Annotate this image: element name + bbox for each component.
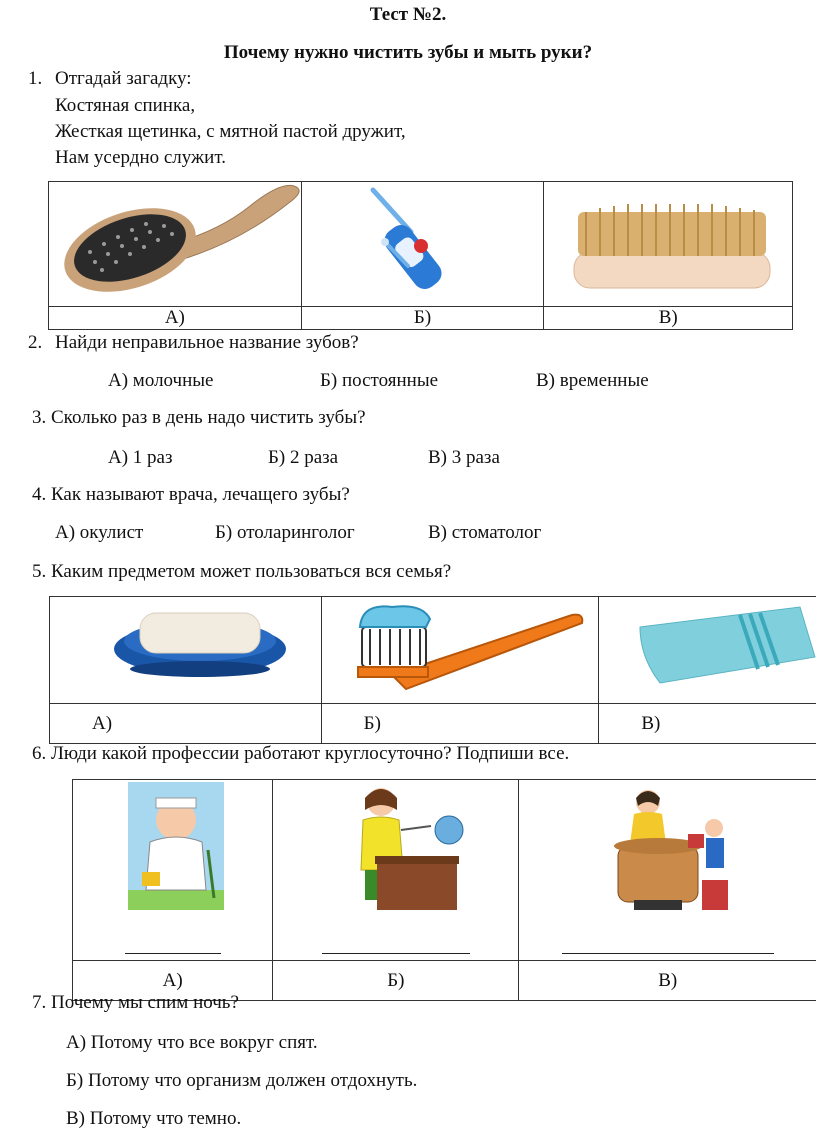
q4-option-c[interactable]: В) стоматолог (428, 522, 542, 543)
q6-options-table (72, 779, 816, 1001)
q6-text: 6. Люди какой профессии работают круглосуточно? Подпиши все. (32, 743, 570, 764)
q1-number: 1. (28, 68, 43, 89)
q3-option-c[interactable]: В) 3 раза (428, 447, 500, 468)
q7-option-c[interactable]: В) Потому что темно. (66, 1108, 242, 1129)
electric-toothbrush-icon (303, 182, 543, 300)
q1-option-b-label: Б) (301, 307, 544, 330)
q7-option-b[interactable]: Б) Потому что организм должен отдохнуть. (66, 1070, 418, 1091)
q4-text: 4. Как называют врача, лечащего зубы? (32, 484, 350, 505)
q4-option-b[interactable]: Б) отоларинголог (215, 522, 355, 543)
q7-option-a[interactable]: А) Потому что все вокруг спят. (66, 1032, 318, 1053)
q2-text: Найди неправильное название зубов? (55, 332, 359, 353)
q6-option-c-label: В) (519, 961, 816, 1001)
q2-option-c[interactable]: В) временные (536, 370, 649, 391)
q1-options-table (48, 181, 793, 330)
q1-option-a-label: А) (49, 307, 302, 330)
q1-riddle-line-3: Нам усердно служит. (55, 147, 226, 168)
q3-option-a[interactable]: А) 1 раз (108, 447, 173, 468)
soap-dish-icon (50, 597, 320, 697)
towel-icon (600, 597, 816, 697)
q6-option-b-image[interactable] (273, 780, 519, 961)
q6-option-a-signature-line[interactable] (125, 951, 221, 954)
q4-option-a[interactable]: А) окулист (55, 522, 144, 543)
hairbrush-icon (50, 182, 300, 300)
q1-text: Отгадай загадку: (55, 68, 192, 89)
q7-text: 7. Почему мы спим ночь? (32, 992, 239, 1013)
q5-option-c-label: В) (599, 704, 816, 744)
q3-text: 3. Сколько раз в день надо чистить зубы? (32, 407, 366, 428)
q6-option-c-image[interactable] (519, 780, 816, 961)
q1-riddle-line-1: Костяная спинка, (55, 95, 196, 116)
q3-option-b[interactable]: Б) 2 раза (268, 447, 339, 468)
test-subtitle: Почему нужно чистить зубы и мыть руки? (223, 42, 593, 63)
q1-option-a-image[interactable] (49, 182, 302, 307)
q5-option-a-image[interactable] (50, 597, 322, 704)
librarian-icon (538, 780, 798, 940)
q6-option-a-label: А) (73, 961, 273, 1001)
q1-option-b-image[interactable] (301, 182, 544, 307)
teacher-icon (281, 780, 511, 940)
q1-option-c-label: В) (544, 307, 793, 330)
q5-options-table (49, 596, 816, 744)
q2-option-a[interactable]: А) молочные (108, 370, 214, 391)
q5-text: 5. Каким предметом может пользоваться вся семья? (32, 561, 452, 582)
toothbrush-paste-icon (322, 597, 598, 697)
scrub-brush-icon (548, 182, 788, 300)
q1-riddle-line-2: Жесткая щетинка, с мятной пастой дружит, (55, 121, 406, 142)
q6-option-c-signature-line[interactable] (562, 951, 774, 954)
q5-option-a-label: А) (50, 704, 322, 744)
q5-option-b-image[interactable] (321, 597, 599, 704)
q5-option-b-label: Б) (321, 704, 599, 744)
q6-option-b-signature-line[interactable] (322, 951, 470, 954)
q6-option-a-image[interactable] (73, 780, 273, 961)
q2-option-b[interactable]: Б) постоянные (320, 370, 439, 391)
q6-option-b-label: Б) (273, 961, 519, 1001)
doctor-icon (78, 780, 268, 940)
q2-number: 2. (28, 332, 43, 353)
q5-option-c-image[interactable] (599, 597, 816, 704)
q1-option-c-image[interactable] (544, 182, 793, 307)
test-title: Тест №2. (369, 4, 447, 25)
